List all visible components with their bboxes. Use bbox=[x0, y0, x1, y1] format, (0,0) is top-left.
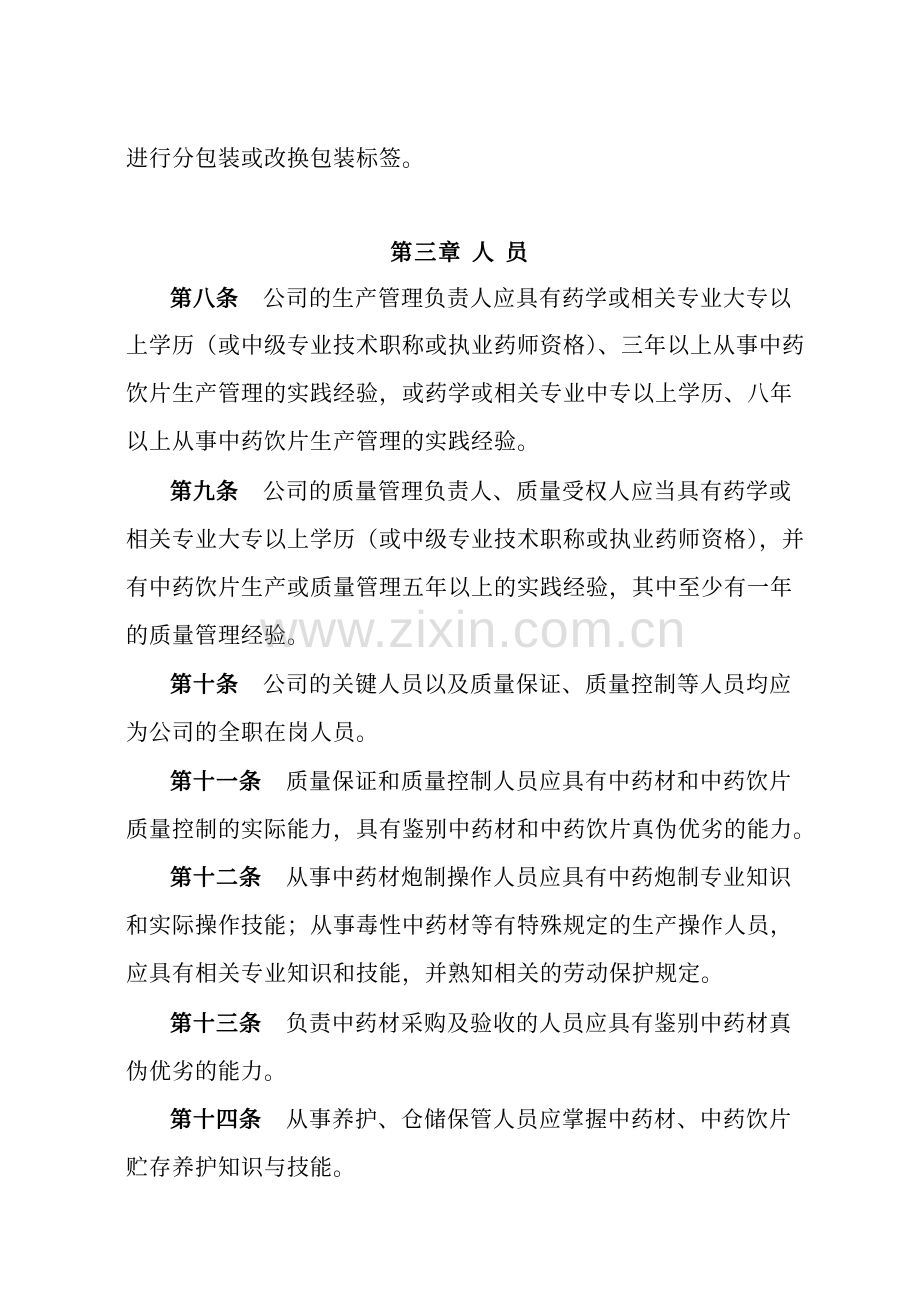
chapter-heading: 第三章 人 员 bbox=[390, 240, 530, 266]
text-line: 贮存养护知识与技能。 bbox=[126, 1156, 357, 1181]
article-label: 第八条 bbox=[170, 287, 240, 312]
text-line: 质量控制的实际能力，具有鉴别中药材和中药饮片真伪优劣的能力。 bbox=[126, 818, 817, 843]
text-line: 和实际操作技能；从事毒性中药材等有特殊规定的生产操作人员， bbox=[126, 914, 794, 939]
text-line: 相关专业大专以上学历（或中级专业技术职称或执业药师资格），并 bbox=[126, 528, 806, 553]
text-line: 为公司的全职在岗人员。 bbox=[126, 721, 380, 746]
watermark: www.zixin.com.cn bbox=[260, 601, 687, 659]
text-line: 饮片生产管理的实践经验，或药学或相关专业中专以上学历、八年 bbox=[126, 382, 794, 407]
article-label: 第十一条 bbox=[170, 770, 263, 795]
article-12: 第十二条 从事中药材炮制操作人员应具有中药炮制专业知识 bbox=[170, 866, 793, 891]
article-11: 第十一条 质量保证和质量控制人员应具有中药材和中药饮片 bbox=[170, 770, 793, 795]
article-label: 第十条 bbox=[170, 673, 240, 698]
text-line: 以上从事中药饮片生产管理的实践经验。 bbox=[126, 430, 541, 455]
article-9: 第九条 公司的质量管理负责人、质量受权人应当具有药学或 bbox=[170, 480, 793, 505]
text-line: 的质量管理经验。 bbox=[126, 624, 311, 649]
article-label: 第十三条 bbox=[170, 1012, 263, 1037]
article-label: 第十二条 bbox=[170, 866, 263, 891]
text-line: 进行分包装或改换包装标签。 bbox=[126, 147, 426, 172]
article-13: 第十三条 负责中药材采购及验收的人员应具有鉴别中药材真 bbox=[170, 1012, 793, 1037]
text-line: 伪优劣的能力。 bbox=[126, 1060, 288, 1085]
article-label: 第九条 bbox=[170, 480, 240, 505]
text-line: 上学历（或中级专业技术职称或执业药师资格）、三年以上从事中药 bbox=[126, 334, 806, 359]
article-label: 第十四条 bbox=[170, 1108, 263, 1133]
text-line: 有中药饮片生产或质量管理五年以上的实践经验，其中至少有一年 bbox=[126, 576, 794, 601]
article-14: 第十四条 从事养护、仓储保管人员应掌握中药材、中药饮片 bbox=[170, 1108, 793, 1133]
article-10: 第十条 公司的关键人员以及质量保证、质量控制等人员均应 bbox=[170, 673, 793, 698]
article-8: 第八条 公司的生产管理负责人应具有药学或相关专业大专以 bbox=[170, 287, 793, 312]
text-line: 应具有相关专业知识和技能，并熟知相关的劳动保护规定。 bbox=[126, 962, 725, 987]
